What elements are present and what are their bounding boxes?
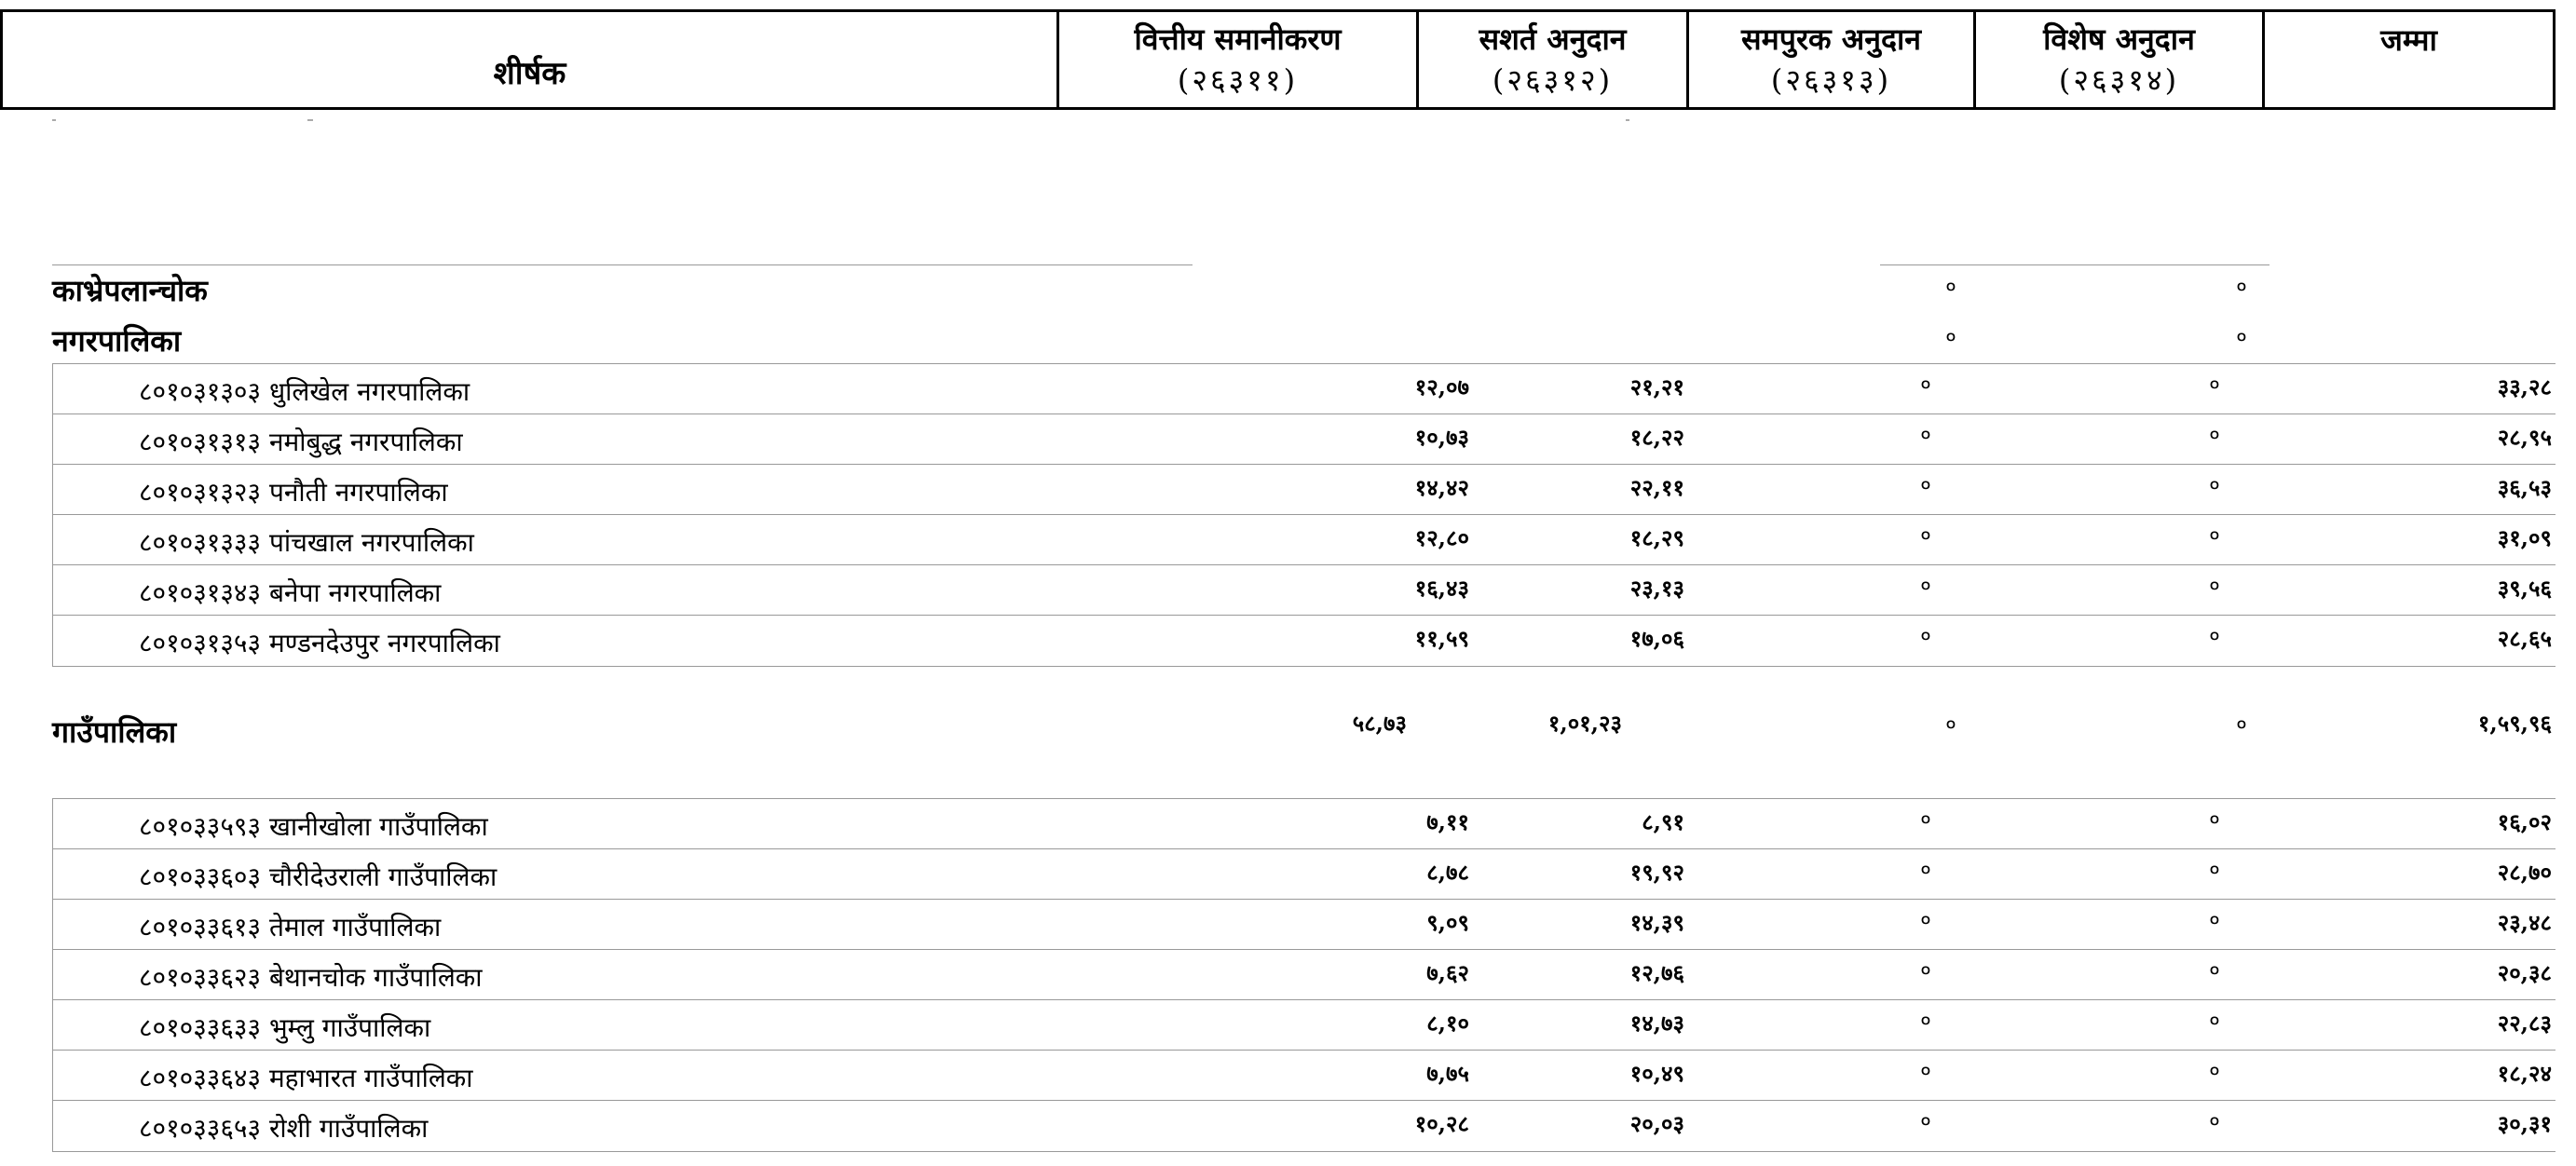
header-col-code: (२६३१२) <box>1492 62 1614 98</box>
cell-total: २०,३८ <box>2497 959 2552 986</box>
cell-fiscal: १२,०७ <box>1414 373 1469 400</box>
district-zero-special: ० <box>2236 276 2247 299</box>
gaupalika-table <box>52 798 2556 1152</box>
header-title: शीर्षक <box>493 55 566 92</box>
row-name: ८०१०३१३५३ मण्डनदेउपुर नगरपालिका <box>139 628 500 658</box>
table-row <box>53 414 2556 465</box>
table-row <box>53 1101 2556 1151</box>
cell-special: ० <box>2209 474 2220 497</box>
cell-special: ० <box>2209 524 2220 548</box>
cell-total: १८,२४ <box>2497 1060 2552 1087</box>
gaupalika-total-conditional: १,०१,२३ <box>1547 710 1622 737</box>
table-header <box>0 9 2556 110</box>
gaupalika-total-fiscal: ५८,७३ <box>1352 710 1407 737</box>
cell-total: ३१,०९ <box>2497 524 2552 551</box>
cell-total: ३३,२८ <box>2497 373 2552 400</box>
cell-fiscal: ११,५९ <box>1414 625 1469 652</box>
row-name: ८०१०३३६०३ चौरीदेउराली गाउँपालिका <box>139 861 497 892</box>
table-row <box>53 1000 2556 1051</box>
district-heading: काभ्रेपलान्चोक <box>52 273 208 308</box>
cell-special: ० <box>2209 859 2220 882</box>
divider <box>52 264 1193 265</box>
cell-total: २८,९५ <box>2497 424 2552 451</box>
table-row <box>53 515 2556 565</box>
gaupalika-heading: गाउँपालिका <box>52 714 177 750</box>
header-col-total <box>2265 12 2553 107</box>
row-name: ८०१०३३६५३ रोशी गाउँपालिका <box>139 1113 429 1144</box>
row-name: ८०१०३१३१३ नमोबुद्ध नगरपालिका <box>139 427 463 457</box>
district-zero-complementary: ० <box>1945 276 1956 299</box>
cell-conditional: ८,९१ <box>1642 808 1684 835</box>
row-name: ८०१०३३६३३ भुम्लु गाउँपालिका <box>139 1012 431 1043</box>
cell-conditional: १०,४९ <box>1629 1060 1684 1087</box>
cell-complementary: ० <box>1920 1060 1931 1083</box>
cell-conditional: १४,३९ <box>1629 909 1684 936</box>
cell-fiscal: १२,८० <box>1414 524 1469 551</box>
header-col-conditional-grant <box>1419 12 1689 107</box>
cell-special: ० <box>2209 1060 2220 1083</box>
header-col-complementary-grant <box>1689 12 1976 107</box>
header-title-cell <box>3 12 1059 107</box>
cell-complementary: ० <box>1920 373 1931 397</box>
table-row <box>53 950 2556 1000</box>
row-name: ८०१०३३५९३ खानीखोला गाउँपालिका <box>139 811 488 842</box>
header-col-name: समपुरक अनुदान <box>1741 21 1921 57</box>
divider <box>307 119 313 121</box>
cell-complementary: ० <box>1920 575 1931 598</box>
cell-total: २८,६५ <box>2497 625 2552 652</box>
cell-conditional: १८,२९ <box>1629 524 1684 551</box>
table-row <box>53 1051 2556 1101</box>
cell-total: २२,८३ <box>2497 1010 2552 1037</box>
cell-fiscal: १०,२८ <box>1414 1110 1469 1137</box>
cell-special: ० <box>2209 575 2220 598</box>
cell-complementary: ० <box>1920 859 1931 882</box>
header-col-special-grant <box>1976 12 2265 107</box>
cell-conditional: २२,११ <box>1629 474 1684 501</box>
cell-total: २८,७० <box>2497 859 2552 886</box>
table-row <box>53 364 2556 414</box>
row-name: ८०१०३१३४३ बनेपा नगरपालिका <box>139 577 442 608</box>
divider <box>1880 264 2269 265</box>
cell-fiscal: ९,०९ <box>1426 909 1469 936</box>
row-name: ८०१०३१३३३ पांचखाल नगरपालिका <box>139 527 474 558</box>
cell-special: ० <box>2209 1110 2220 1133</box>
header-col-name: जम्मा <box>2380 22 2437 58</box>
cell-special: ० <box>2209 909 2220 932</box>
cell-special: ० <box>2209 424 2220 447</box>
cell-fiscal: १०,७३ <box>1414 424 1469 451</box>
cell-conditional: २०,०३ <box>1629 1110 1684 1137</box>
nagarpalika-zero-complementary: ० <box>1945 326 1956 349</box>
cell-conditional: २३,१३ <box>1629 575 1684 602</box>
cell-total: ३०,३१ <box>2497 1110 2552 1137</box>
table-row <box>53 565 2556 616</box>
cell-fiscal: ८,१० <box>1426 1010 1469 1037</box>
cell-conditional: १९,९२ <box>1629 859 1684 886</box>
row-name: ८०१०३३६४३ महाभारत गाउँपालिका <box>139 1063 473 1093</box>
divider <box>52 119 56 121</box>
cell-complementary: ० <box>1920 959 1931 983</box>
header-col-name: वित्तीय समानीकरण <box>1134 21 1342 57</box>
cell-complementary: ० <box>1920 424 1931 447</box>
nagarpalika-heading: नगरपालिका <box>52 323 182 359</box>
table-row <box>53 616 2556 666</box>
header-col-code: (२६३१३) <box>1770 62 1892 98</box>
gaupalika-total-complementary: ० <box>1945 713 1956 737</box>
cell-total: ३९,५६ <box>2497 575 2552 602</box>
cell-fiscal: ७,६२ <box>1426 959 1469 986</box>
table-row <box>53 900 2556 950</box>
gaupalika-grand-total: १,५९,९६ <box>2477 710 2552 737</box>
cell-special: ० <box>2209 373 2220 397</box>
cell-fiscal: ८,७८ <box>1426 859 1469 886</box>
gaupalika-total-special: ० <box>2236 713 2247 737</box>
cell-complementary: ० <box>1920 1010 1931 1033</box>
row-name: ८०१०३३६२३ बेथानचोक गाउँपालिका <box>139 962 483 993</box>
cell-special: ० <box>2209 625 2220 648</box>
cell-conditional: १४,७३ <box>1629 1010 1684 1037</box>
row-name: ८०१०३१३०३ धुलिखेल नगरपालिका <box>139 376 470 407</box>
cell-fiscal: १४,४२ <box>1414 474 1469 501</box>
cell-complementary: ० <box>1920 909 1931 932</box>
cell-fiscal: ७,७५ <box>1426 1060 1469 1087</box>
cell-conditional: १२,७६ <box>1629 959 1684 986</box>
row-name: ८०१०३१३२३ पनौती नगरपालिका <box>139 477 448 508</box>
cell-total: ३६,५३ <box>2497 474 2552 501</box>
cell-complementary: ० <box>1920 1110 1931 1133</box>
cell-complementary: ० <box>1920 625 1931 648</box>
table-row <box>53 799 2556 849</box>
cell-complementary: ० <box>1920 474 1931 497</box>
header-col-code: (२६३११) <box>1177 62 1299 98</box>
nagarpalika-zero-special: ० <box>2236 326 2247 349</box>
table-row <box>53 465 2556 515</box>
header-col-fiscal-equalization <box>1059 12 1419 107</box>
table-row <box>53 849 2556 900</box>
cell-fiscal: १६,४३ <box>1414 575 1469 602</box>
header-col-name: सशर्त अनुदान <box>1479 21 1627 57</box>
cell-special: ० <box>2209 808 2220 832</box>
cell-special: ० <box>2209 1010 2220 1033</box>
cell-special: ० <box>2209 959 2220 983</box>
divider <box>1626 119 1629 121</box>
cell-conditional: २१,२१ <box>1629 373 1684 400</box>
cell-complementary: ० <box>1920 808 1931 832</box>
cell-total: १६,०२ <box>2497 808 2552 835</box>
cell-fiscal: ७,११ <box>1426 808 1469 835</box>
header-col-code: (२६३१४) <box>2058 62 2180 98</box>
cell-complementary: ० <box>1920 524 1931 548</box>
row-name: ८०१०३३६१३ तेमाल गाउँपालिका <box>139 912 442 942</box>
nagarpalika-table <box>52 363 2556 667</box>
cell-conditional: १७,०६ <box>1629 625 1684 652</box>
cell-total: २३,४८ <box>2497 909 2552 936</box>
header-col-name: विशेष अनुदान <box>2043 21 2195 57</box>
cell-conditional: १८,२२ <box>1629 424 1684 451</box>
